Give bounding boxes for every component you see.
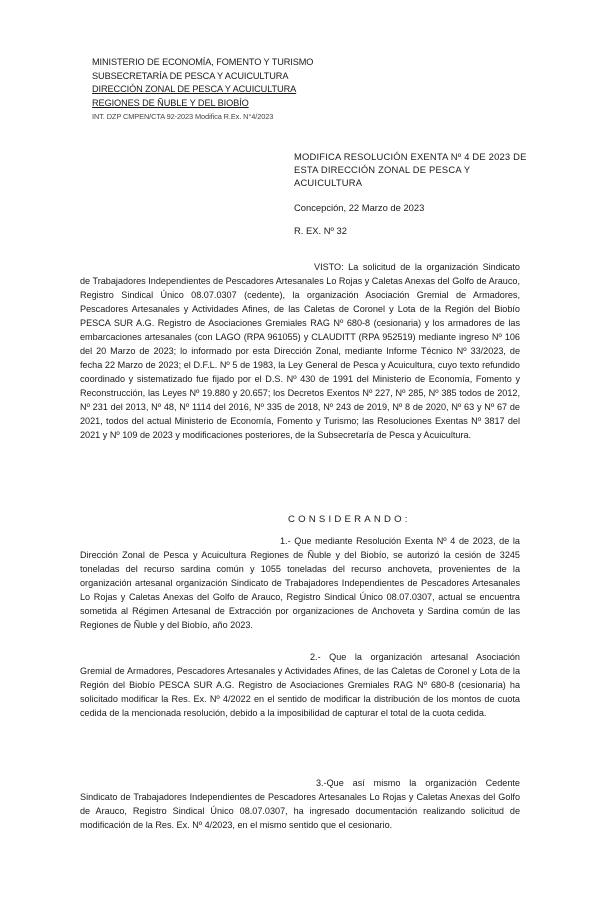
subsecretaria-name: SUBSECRETARÍA DE PESCA Y ACUICULTURA — [92, 70, 289, 81]
considerando-paragraph: 2.- Que la organización artesanal Asociación Gremial de Armadores, Pescadores Artesanales y Actividades Afines, de las Caletas de Coronel y Lota de la Región del Biobío PESCA SUR A.G. Registro de Asociaciones Gremiales RAG Nº 680-8 (cesionaria) ha solicitado modificar la Res. Ex. Nº 4/2022 en el sentido de modificar la distribución de los montos de cuota cedida de la mencionada resolución, debido a la imposibilidad de capturar el total de la cuota cedida. — [80, 652, 520, 718]
letterhead — [92, 56, 322, 124]
resolution-block — [294, 150, 534, 237]
resolution-number: R. EX. Nº 32 — [294, 225, 347, 236]
considerando-2 — [80, 650, 520, 720]
resolution-date: Concepción, 22 Marzo de 2023 — [294, 202, 425, 213]
considerando-paragraph: 1.- Que mediante Resolución Exenta Nº 4 de 2023, de la Dirección Zonal de Pesca y Acuicultura Regiones de Ñuble y del Biobío, se autorizó la cesión de 3245 toneladas del recurso sardina común y 1055 toneladas del recurso anchoveta, provenientes de la organización artesanal organización Sindicato de Trabajadores Independientes de Pescadores Artesanales Lo Rojas y Caletas Anexas del Golfo de Arauco, Registro Sindical Único 08.07.0307, actual se encuentra sometida al Régimen Artesanal de Extracción por organizaciones de Anchoveta y Sardina común de las Regiones de Ñuble y del Biobío, año 2023. — [80, 536, 520, 630]
internal-reference: INT. DZP CMPEN/CTA 92-2023 Modifica R.Ex. N°4/2023 — [92, 112, 274, 122]
regions-name: REGIONES DE ÑUBLE Y DEL BIOBÍO — [92, 97, 249, 108]
visto-paragraph: VISTO: La solicitud de la organización Sindicato de Trabajadores Independientes de Pescadores Artesanales Lo Rojas y Caletas Anexas del Golfo de Arauco, Registro Sindical Único 08.07.0307 (cedente), la organización Asociación Gremial de Armadores, Pescadores Artesanales y Actividades Afines, de las Caletas de Coronel y Lota de la Región del Biobío PESCA SUR A.G. Registro de Asociaciones Gremiales RAG Nº 680-8 (cesionaria) y los armadores de las embarcaciones artesanales (con LAGO (RPA 961055) y CLAUDITT (RPA 952519) mediante ingreso Nº 106 del 20 Marzo de 2023; lo informado por esta Dirección Zonal, mediante Informe Técnico Nº 33/2023, de fecha 22 Marzo de 2023; el D.F.L. Nº 5 de 1983, la Ley General de Pesca y Acuicultura, cuyo texto refundido coordinado y sistematizado fue fijado por el D.S. Nº 430 de 1991 del Ministerio de Economía, Fomento y Reconstrucción, las Leyes Nº 19.880 y 20.657; los Decretos Exentos Nº 227, Nº 285, Nº 385 todos de 2012, Nº 231 del 2013, Nº 48, Nº 1114 del 2016, Nº 335 de 2018, Nº 243 de 2019, Nº 8 de 2020, Nº 63 y Nº 67 de 2021, todos del actual Ministerio de Economía, Fomento y Turismo; las Resoluciones Exentas Nº 3817 del 2021 y Nº 109 de 2023 y modificaciones posteriores, de la Subsecretaría de Pesca y Acuicultura. — [80, 262, 520, 440]
considerando-3 — [80, 776, 520, 832]
ministry-name: MINISTERIO DE ECONOMÍA, FOMENTO Y TURISMO — [92, 57, 314, 67]
visto-section — [80, 260, 520, 442]
resolution-title: MODIFICA RESOLUCIÓN EXENTA Nº 4 DE 2023 DE ESTA DIRECCIÓN ZONAL DE PESCA Y ACUICULTURA — [294, 151, 527, 188]
considerando-heading: CONSIDERANDO: — [288, 514, 411, 525]
considerando-paragraph: 3.-Que así mismo la organización Cedente Sindicato de Trabajadores Independientes de Pescadores Artesanales Lo Rojas y Caletas Anexas del Golfo de Arauco, Registro Sindical Único 08.07.0307, ha ingresado documentación realizando solicitud de modificación de la Res. Ex. Nº 4/2023, en el mismo sentido que el cesionario. — [80, 778, 520, 830]
considerando-1 — [80, 534, 520, 632]
direccion-zonal-name: DIRECCIÓN ZONAL DE PESCA Y ACUICULTURA — [92, 84, 297, 95]
